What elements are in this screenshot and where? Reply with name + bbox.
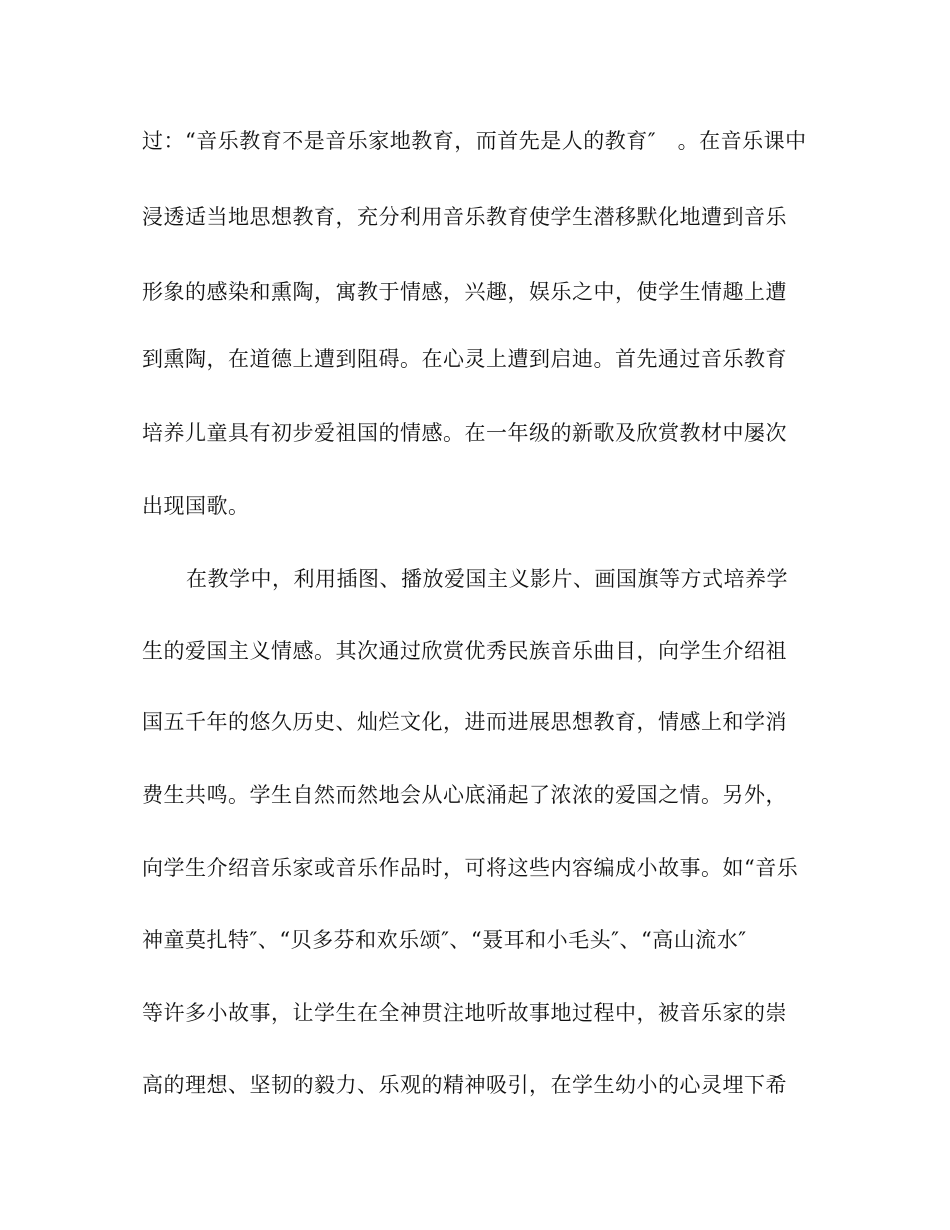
text-line: 浸透适当地思想教育，充分利用音乐教育使学生潜移默化地遭到音乐 <box>142 205 787 229</box>
text-line: 国五千年的悠久历史、灿烂文化，进而进展思想教育，情感上和学消 <box>142 710 787 734</box>
text-line: 等许多小故事，让学生在全神贯注地听故事地过程中，被音乐家的崇 <box>142 1001 787 1025</box>
text-line: 神童莫扎特″、“贝多芬和欢乐颂″、“聂耳和小毛头″、“高山流水″ <box>142 928 747 952</box>
text-line: 过：“音乐教育不是音乐家地教育，而首先是人的教育″ 。在音乐课中 <box>142 129 807 153</box>
text-line: 高的理想、坚韧的毅力、乐观的精神吸引，在学生幼小的心灵埋下希 <box>142 1073 787 1097</box>
text-line: 到熏陶，在道德上遭到阻碍。在心灵上遭到启迪。首先通过音乐教育 <box>142 347 787 371</box>
text-line: 培养儿童具有初步爱祖国的情感。在一年级的新歌及欣赏教材中屡次 <box>142 421 787 445</box>
text-line: 形象的感染和熏陶，寓教于情感，兴趣，娱乐之中，使学生情趣上遭 <box>142 280 787 304</box>
paragraph-first-line: 在教学中，利用插图、播放爱国主义影片、画国旗等方式培养学 <box>186 567 788 591</box>
text-line: 生的爱国主义情感。其次通过欣赏优秀民族音乐曲目，向学生介绍祖 <box>142 639 787 663</box>
text-line: 向学生介绍音乐家或音乐作品时，可将这些内容编成小故事。如“音乐 <box>142 856 799 880</box>
text-line: 出现国歌。 <box>142 494 250 518</box>
text-line: 费生共鸣。学生自然而然地会从心底涌起了浓浓的爱国之情。另外， <box>142 783 787 807</box>
